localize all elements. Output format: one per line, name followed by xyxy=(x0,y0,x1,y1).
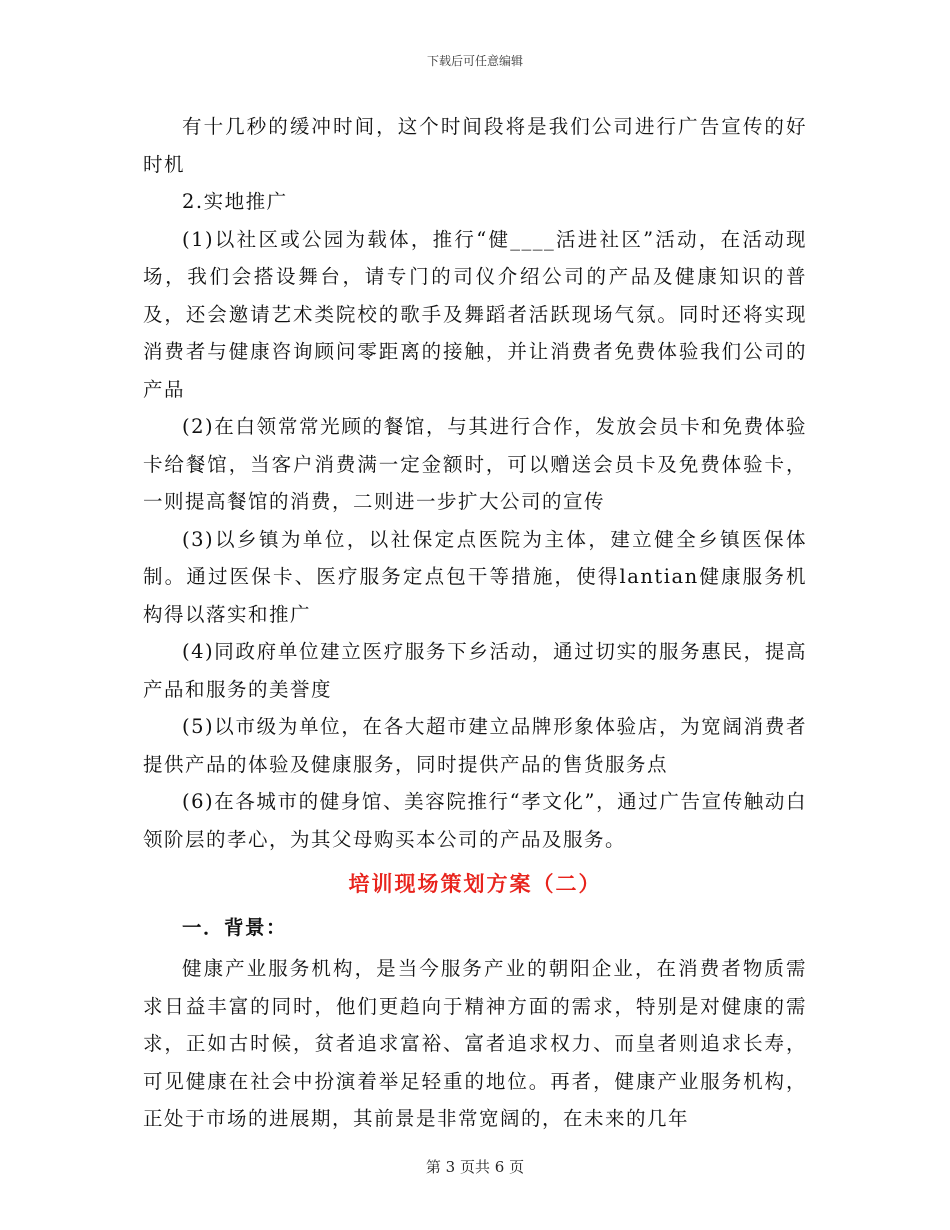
paragraph-buffer-time: 有十几秒的缓冲时间，这个时间段将是我们公司进行广告宣传的好时机 xyxy=(143,115,807,176)
paragraph-item-5: (5)以市级为单位，在各大超市建立品牌形象体验店，为宽阔消费者提供产品的体验及健康服务，同时提供产品的售货服务点 xyxy=(143,715,807,776)
paragraph-item-2: (2)在白领常常光顾的餐馆，与其进行合作，发放会员卡和免费体验卡给餐馆，当客户消费满一定金额时，可以赠送会员卡及免费体验卡，一则提高餐馆的消费，二则进一步扩大公司的宣传 xyxy=(143,415,807,513)
paragraph-background: 健康产业服务机构，是当今服务产业的朝阳企业，在消费者物质需求日益丰富的同时，他们更趋向于精神方面的需求，特别是对健康的需求，正如古时候，贫者追求富裕、富者追求权力、而皇者则追求长寿，可见健康在社会中扮演着举足轻重的地位。再者，健康产业服务机构，正处于市场的进展期，其前景是非常宽阔的，在未来的几年 xyxy=(143,957,807,1130)
paragraph-item-3: (3)以乡镇为单位，以社保定点医院为主体，建立健全乡镇医保体制。通过医保卡、医疗服务定点包干等措施，使得lantian健康服务机构得以落实和推广 xyxy=(143,527,807,626)
page-footer: 第 3 页共 6 页 xyxy=(425,1158,525,1176)
paragraph-item-6: (6)在各城市的健身馆、美容院推行“孝文化”，通过广告宣传触动白领阶层的孝心，为其父母购买本公司的产品及服务。 xyxy=(143,790,807,851)
page-header: 下载后可任意编辑 xyxy=(426,54,523,68)
background-heading: 一．背景： xyxy=(182,916,288,939)
paragraph-item-1: (1)以社区或公园为载体，推行“健____活进社区”活动，在活动现场，我们会搭设舞台，请专门的司仪介绍公司的产品及健康知识的普及，还会邀请艺术类院校的歌手及舞蹈者活跃现场气氛。同时还将实现消费者与健康咨询顾问零距离的接触，并让消费者免费体验我们公司的产品 xyxy=(143,227,807,401)
document-body xyxy=(143,108,807,1138)
paragraph-item-4: (4)同政府单位建立医疗服务下乡活动，通过切实的服务惠民，提高产品和服务的美誉度 xyxy=(143,640,807,701)
paragraph-field-promotion: 2.实地推广 xyxy=(182,190,288,213)
section-title: 培训现场策划方案（二） xyxy=(348,871,602,896)
